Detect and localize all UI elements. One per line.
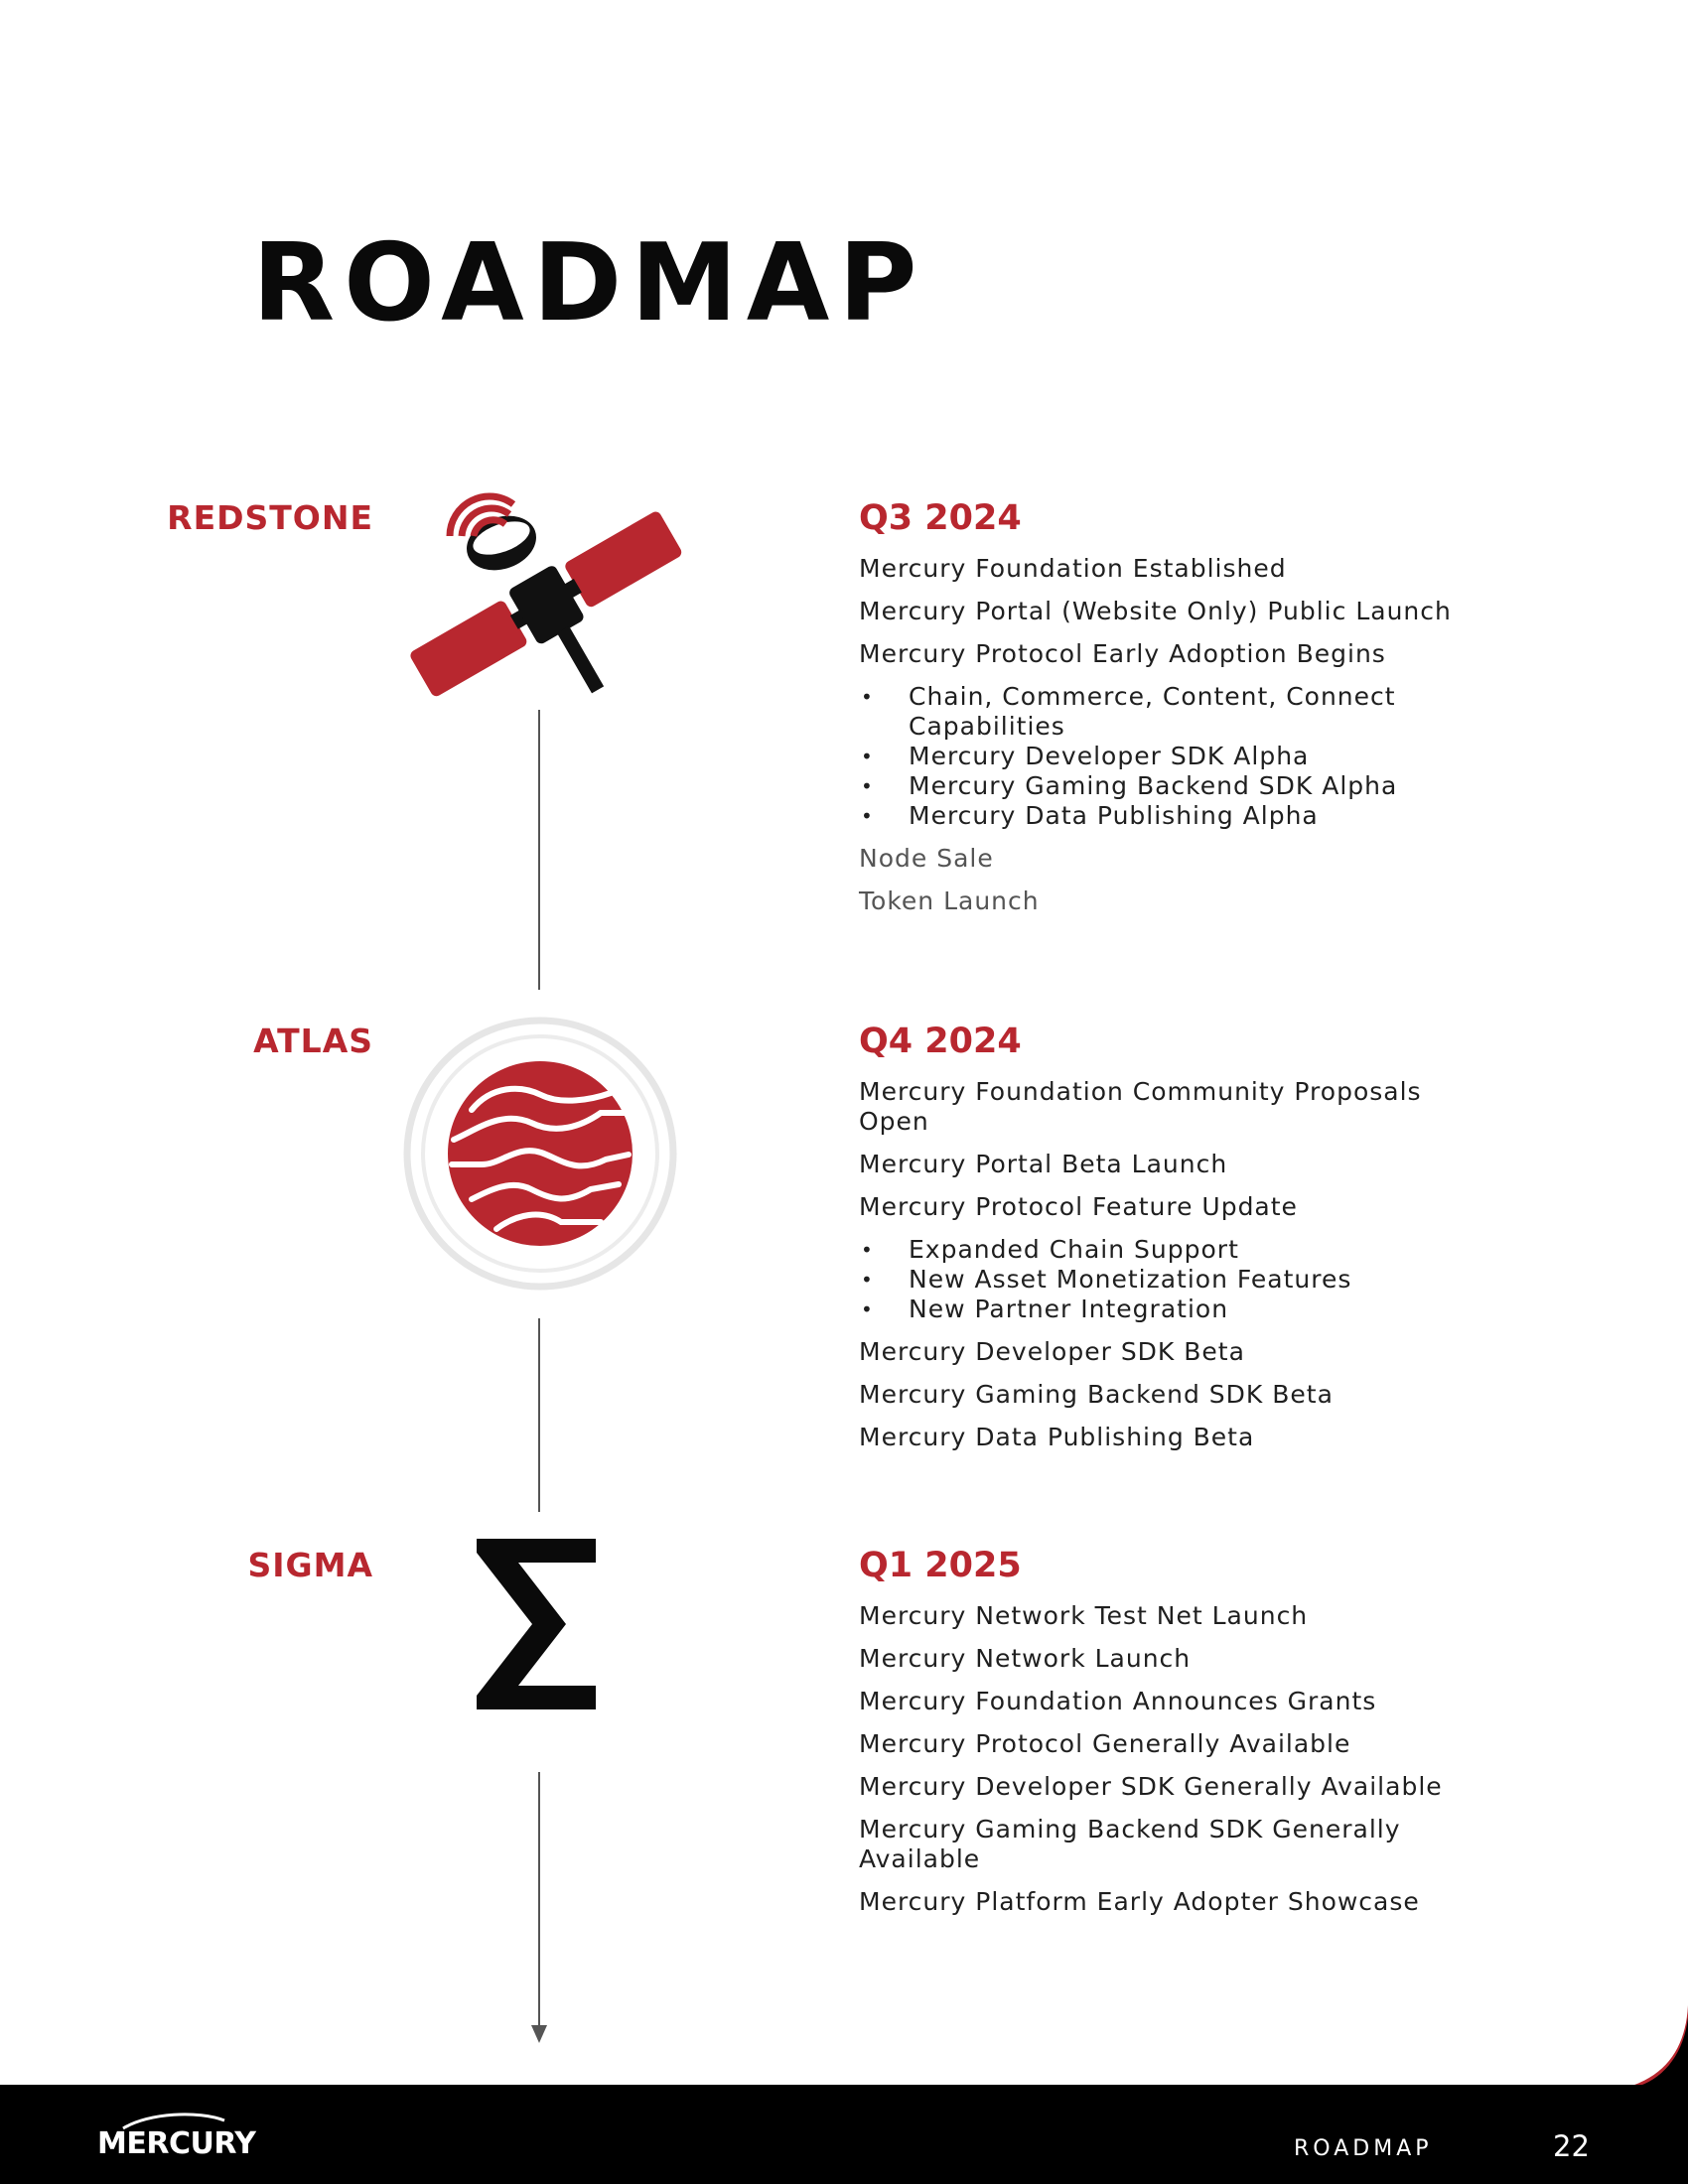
quarter-heading: Q1 2025	[859, 1546, 1022, 1585]
roadmap-item: Mercury Protocol Generally Available	[859, 1729, 1351, 1758]
roadmap-item: Mercury Foundation Announces Grants	[859, 1687, 1377, 1715]
roadmap-item: Mercury Developer SDK Generally Available	[859, 1772, 1443, 1801]
phase-content-redstone	[859, 498, 1475, 929]
roadmap-item: Mercury Platform Early Adopter Showcase	[859, 1887, 1420, 1916]
roadmap-bullet: • Mercury Data Publishing Alpha	[859, 801, 1475, 831]
roadmap-item: Mercury Protocol Feature Update	[859, 1192, 1298, 1221]
roadmap-bullet: • New Partner Integration	[859, 1295, 1475, 1324]
roadmap-item: Mercury Network Test Net Launch	[859, 1601, 1309, 1630]
timeline-connector	[538, 1772, 540, 2028]
sigma-icon	[477, 1539, 598, 1709]
roadmap-item: Mercury Network Launch	[859, 1644, 1192, 1673]
roadmap-item: Mercury Protocol Early Adoption Begins	[859, 639, 1386, 668]
roadmap-item: Mercury Developer SDK Beta	[859, 1337, 1245, 1366]
roadmap-bullet: • Chain, Commerce, Content, Connect Capabilities	[859, 682, 1475, 742]
roadmap-item: Node Sale	[859, 844, 994, 873]
page-number: 22	[1553, 2129, 1590, 2163]
timeline-arrow-icon	[531, 2025, 547, 2043]
phase-name-sigma: SIGMA	[247, 1546, 373, 1584]
mercury-logo: MERCURY	[97, 2126, 256, 2161]
roadmap-bullet: • Mercury Gaming Backend SDK Alpha	[859, 771, 1475, 801]
footer	[0, 2085, 1688, 2184]
corner-decoration	[1609, 2005, 1688, 2087]
roadmap-bullet: • New Asset Monetization Features	[859, 1265, 1475, 1295]
timeline-connector	[538, 1318, 540, 1512]
roadmap-item: Mercury Portal (Website Only) Public Launch	[859, 597, 1452, 625]
phase-content-atlas	[859, 1024, 1475, 1465]
footer-section-label: ROADMAP	[1294, 2136, 1433, 2161]
phase-content-sigma	[859, 1546, 1475, 1930]
roadmap-bullet: • Mercury Developer SDK Alpha	[859, 742, 1475, 771]
planet-icon	[402, 1016, 678, 1292]
roadmap-item: Token Launch	[859, 887, 1040, 915]
satellite-icon	[392, 486, 690, 725]
roadmap-item: Mercury Portal Beta Launch	[859, 1150, 1228, 1178]
timeline-connector	[538, 710, 540, 990]
roadmap-item: Mercury Foundation Established	[859, 554, 1287, 583]
phase-name-redstone: REDSTONE	[167, 498, 373, 537]
roadmap-bullet: • Expanded Chain Support	[859, 1235, 1475, 1265]
roadmap-item: Mercury Foundation Community Proposals Open	[859, 1077, 1422, 1136]
roadmap-item: Mercury Gaming Backend SDK Beta	[859, 1380, 1334, 1409]
page-title: ROADMAP	[252, 221, 926, 345]
roadmap-item: Mercury Data Publishing Beta	[859, 1423, 1255, 1451]
roadmap-item: Mercury Gaming Backend SDK Generally Available	[859, 1815, 1401, 1873]
phase-name-atlas: ATLAS	[253, 1022, 373, 1060]
quarter-heading: Q4 2024	[859, 1022, 1022, 1061]
quarter-heading: Q3 2024	[859, 498, 1022, 538]
